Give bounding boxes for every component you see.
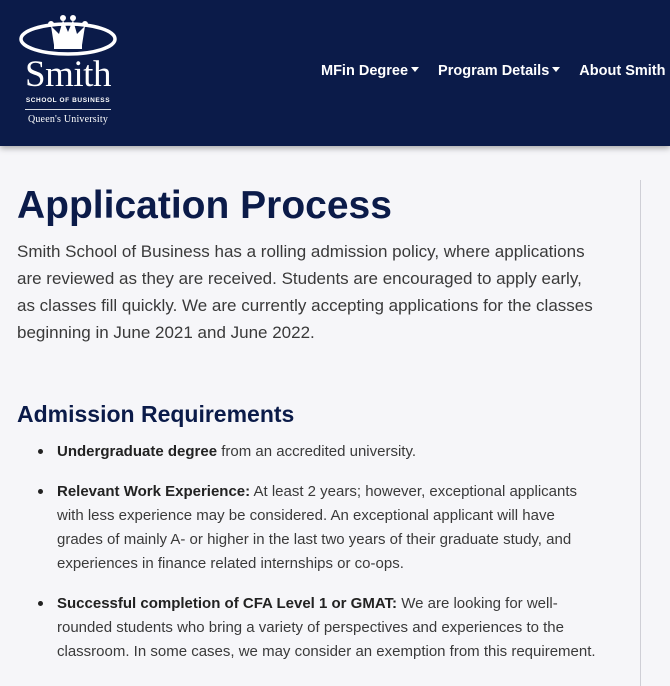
site-header: [0, 0, 670, 146]
logo-wordmark: Smith: [25, 54, 111, 95]
requirement-title: Relevant Work Experience:: [57, 483, 251, 500]
logo-divider: [25, 109, 111, 110]
bullet-icon: [38, 489, 43, 494]
requirements-list: [17, 440, 602, 664]
list-item: [57, 480, 602, 576]
list-item: [57, 440, 602, 464]
logo-subtitle: SCHOOL OF BUSINESS: [25, 97, 111, 104]
sidebar-divider: [640, 180, 641, 686]
nav-mfin-degree[interactable]: [321, 63, 419, 79]
requirement-text: We are looking for well-rounded students who bring a variety of perspectives and experiences to the classroom. In some cases, we may consider an exemption from this requirement.: [57, 595, 596, 660]
nav-program-details-label: Program Details: [438, 63, 550, 79]
requirement-title: Undergraduate degree: [57, 443, 218, 460]
list-item: [57, 592, 602, 664]
main-nav: [321, 63, 670, 79]
section-heading: Admission Requirements: [17, 401, 295, 427]
nav-about-smith-label: About Smith: [579, 63, 666, 79]
requirement-title: Successful completion of CFA Level 1 or GMAT:: [57, 595, 398, 612]
crown-icon: [18, 14, 118, 58]
main-content: [17, 180, 602, 680]
bullet-icon: [38, 601, 43, 606]
caret-down-icon: [411, 67, 419, 72]
caret-down-icon: [552, 67, 560, 72]
page-title: Application Process: [17, 184, 392, 227]
smith-logo[interactable]: [14, 14, 122, 128]
nav-program-details[interactable]: [438, 63, 560, 79]
requirement-text: At least 2 years; however, exceptional applicants with less experience may be considered. An exceptional applicant will have grades of mainly A- or higher in the last two years of their graduate study, and experiences in finance related internships or co-ops.: [57, 483, 577, 572]
intro-paragraph: Smith School of Business has a rolling admission policy, where applications are reviewed as they are received. Students are encouraged to apply early, as classes fill quickly. We are currently accepting applications for the classes beginning in June 2021 and June 2022.: [17, 242, 593, 342]
nav-about-smith[interactable]: [579, 63, 665, 79]
logo-university: Queen's University: [27, 114, 109, 125]
bullet-icon: [38, 449, 43, 454]
nav-mfin-degree-label: MFin Degree: [321, 63, 409, 79]
requirement-text: from an accredited university.: [217, 443, 417, 460]
